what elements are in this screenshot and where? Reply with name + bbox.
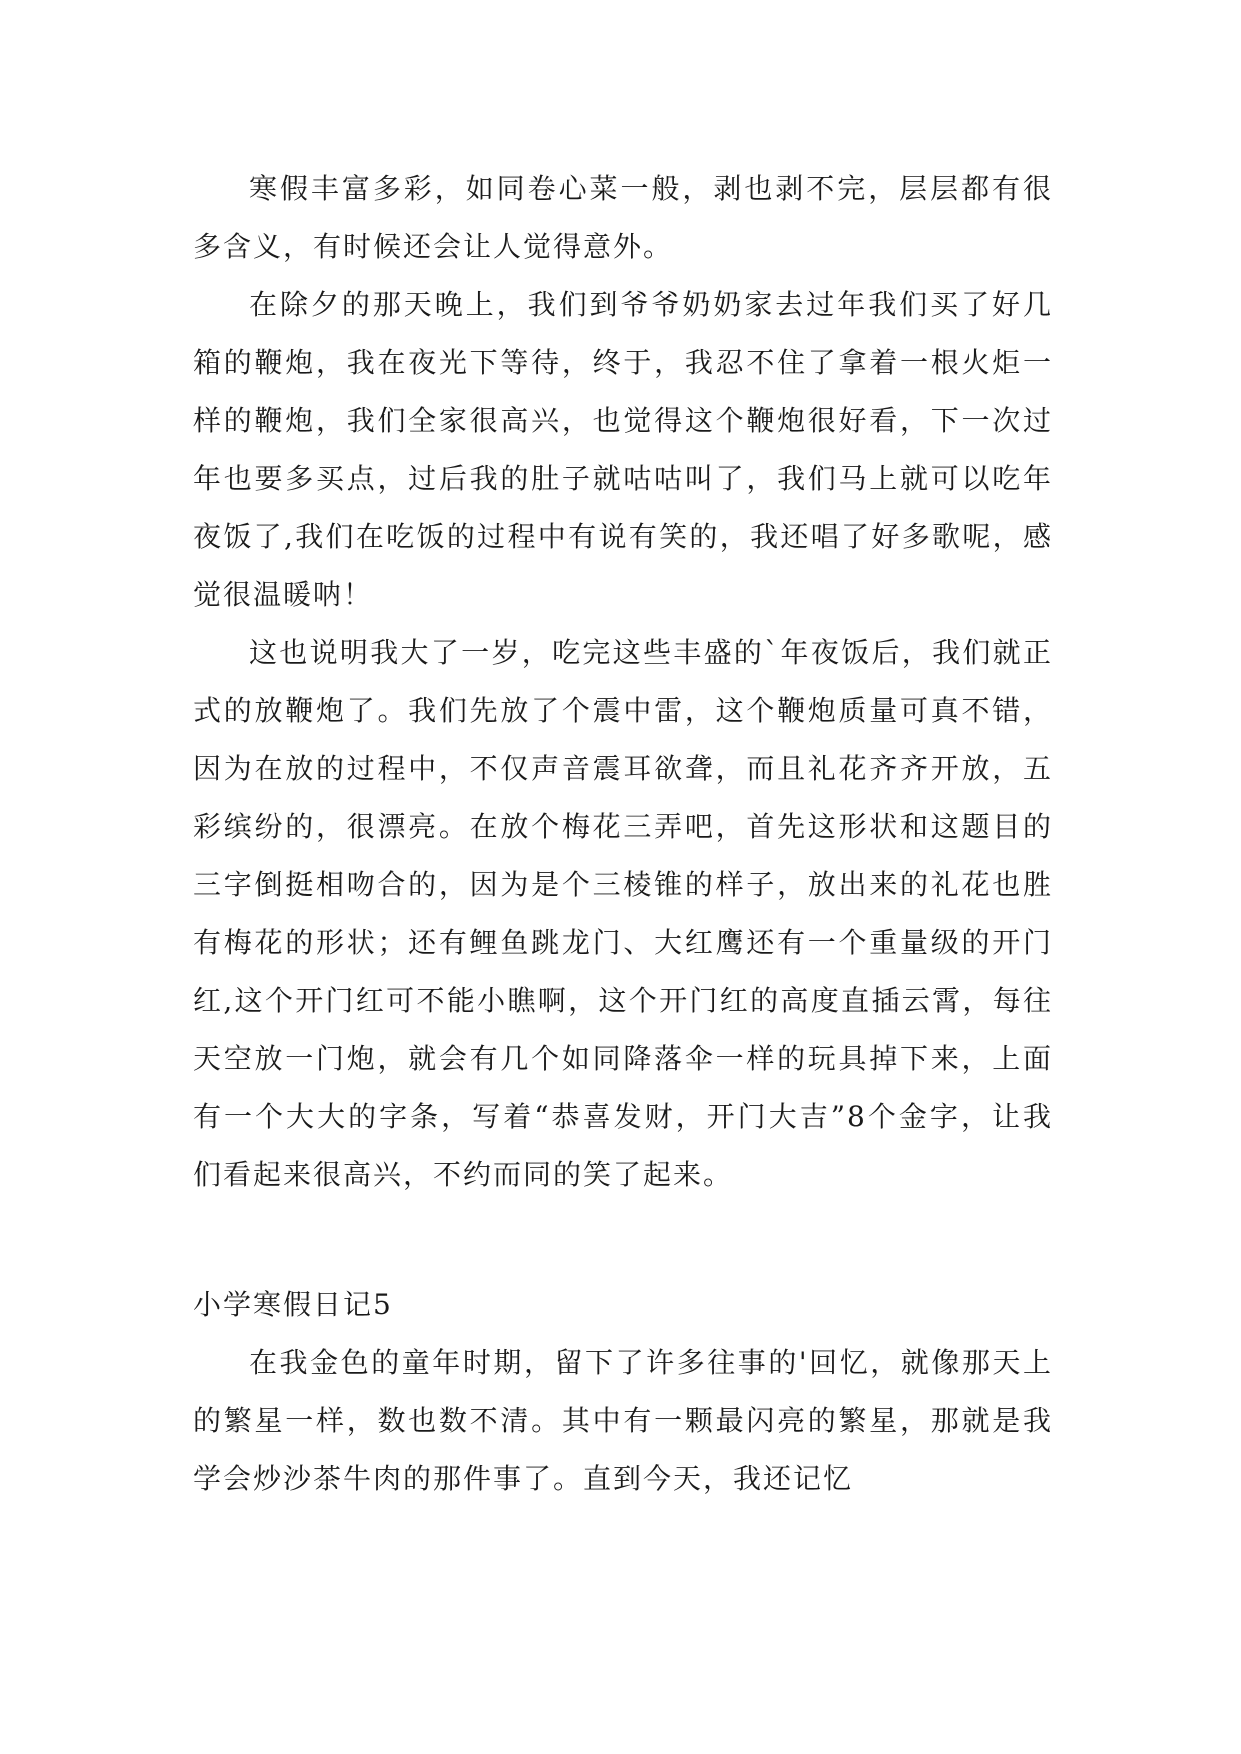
paragraph-childhood-memory: 在我金色的童年时期，留下了许多往事的'回忆，就像那天上的繁星一样，数也数不清。其中有一颗最闪亮的繁星，那就是我学会炒沙茶牛肉的那件事了。直到今天，我还记忆 bbox=[193, 1346, 1053, 1495]
paragraph-new-years-eve: 在除夕的那天晚上，我们到爷爷奶奶家去过年我们买了好几箱的鞭炮，我在夜光下等待，终于，我忍不住了拿着一根火炬一样的鞭炮，我们全家很高兴，也觉得这个鞭炮很好看，下一次过年也要多买点，过后我的肚子就咕咕叫了，我们马上就可以吃年夜饭了,我们在吃饭的过程中有说有笑的，我还唱了好多歌呢，感觉很温暖呐！ bbox=[193, 288, 1053, 611]
section-heading: 小学寒假日记5 bbox=[193, 1288, 393, 1321]
document-body bbox=[193, 160, 1053, 1508]
paragraph-firecrackers: 这也说明我大了一岁，吃完这些丰盛的`年夜饭后，我们就正式的放鞭炮了。我们先放了个震中雷，这个鞭炮质量可真不错，因为在放的过程中，不仅声音震耳欲聋，而且礼花齐齐开放，五彩缤纷的，很漂亮。在放个梅花三弄吧，首先这形状和这题目的三字倒挺相吻合的，因为是个三棱锥的样子，放出来的礼花也胜有梅花的形状；还有鲤鱼跳龙门、大红鹰还有一个重量级的开门红,这个开门红可不能小瞧啊，这个开门红的高度直插云霄，每往天空放一门炮，就会有几个如同降落伞一样的玩具掉下来，上面有一个大大的字条，写着“恭喜发财，开门大吉”8个金字，让我们看起来很高兴，不约而同的笑了起来。 bbox=[193, 636, 1053, 1191]
paragraph-winter-vacation-intro: 寒假丰富多彩，如同卷心菜一般，剥也剥不完，层层都有很多含义，有时候还会让人觉得意外。 bbox=[193, 172, 1053, 263]
